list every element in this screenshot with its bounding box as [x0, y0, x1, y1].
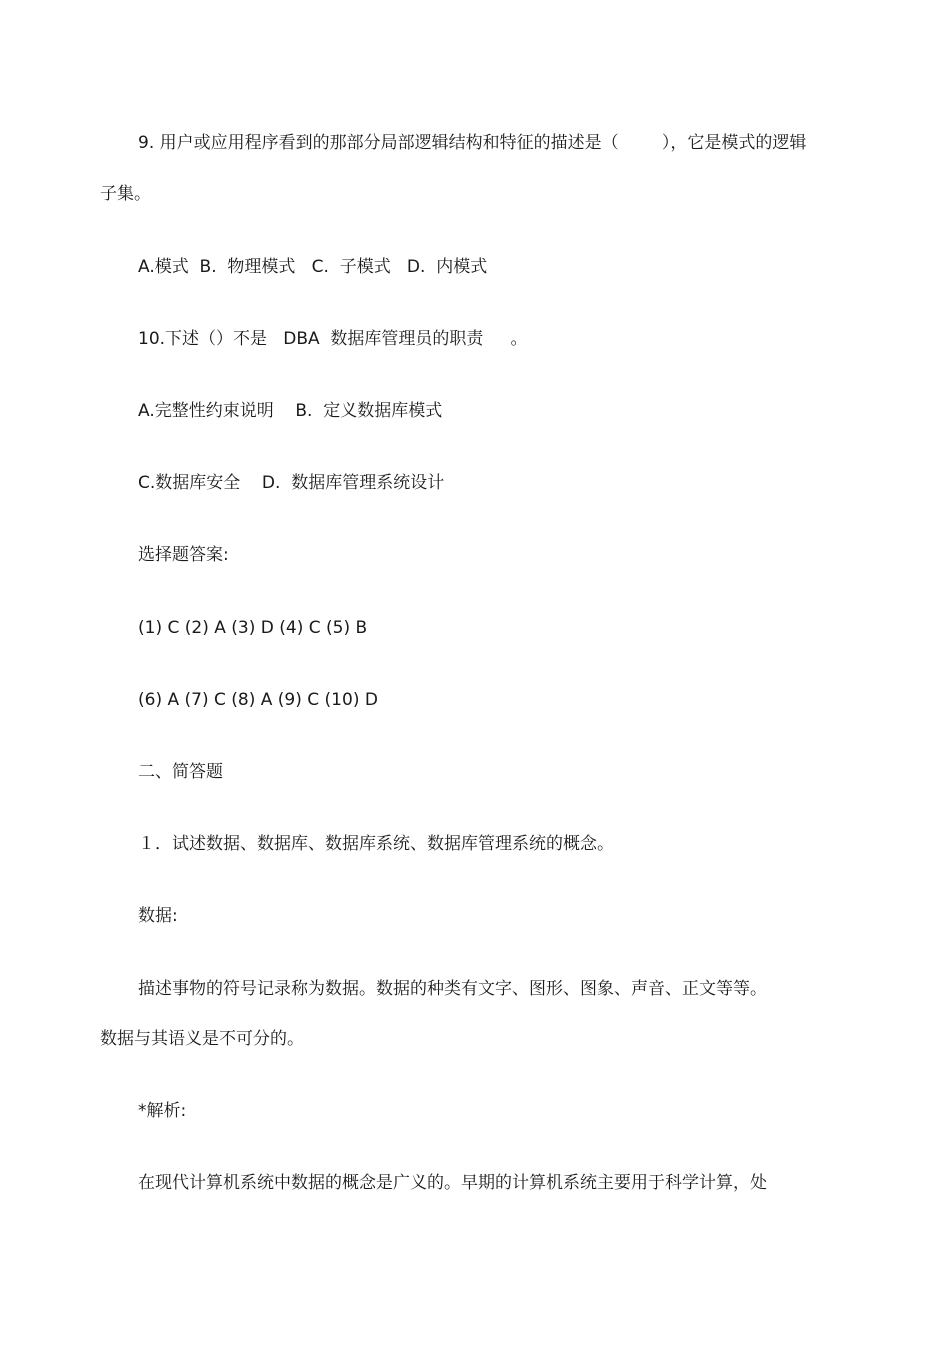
section-heading-short-answer: 二、简答题	[138, 762, 223, 782]
question-9-line-1: 9. 用户或应用程序看到的那部分局部逻辑结构和特征的描述是（ ），它是模式的逻辑	[138, 133, 807, 153]
analysis-heading: *解析:	[138, 1101, 187, 1121]
data-definition-line-1: 描述事物的符号记录称为数据。数据的种类有文字、图形、图象、声音、正文等等。	[138, 979, 767, 999]
question-9-options: A.模式 B. 物理模式 C. 子模式 D. 内模式	[138, 257, 488, 277]
answers-row-2: (6) A (7) C (8) A (9) C (10) D	[138, 690, 378, 710]
answers-row-1: (1) C (2) A (3) D (4) C (5) B	[138, 618, 368, 638]
answers-heading: 选择题答案:	[138, 545, 229, 565]
data-definition-line-2: 数据与其语义是不可分的。	[100, 1029, 304, 1049]
question-10-stem: 10.下述（）不是 DBA 数据库管理员的职责 。	[138, 329, 528, 349]
question-9-line-2: 子集。	[100, 184, 151, 204]
question-10-options-cd: C.数据库安全 D. 数据库管理系统设计	[138, 473, 445, 493]
question-10-options-ab: A.完整性约束说明 B. 定义数据库模式	[138, 401, 443, 421]
short-answer-question-1: １．试述数据、数据库、数据库系统、数据库管理系统的概念。	[138, 834, 614, 854]
data-term-heading: 数据:	[138, 906, 178, 926]
analysis-line-1: 在现代计算机系统中数据的概念是广义的。早期的计算机系统主要用于科学计算，处	[138, 1173, 767, 1193]
